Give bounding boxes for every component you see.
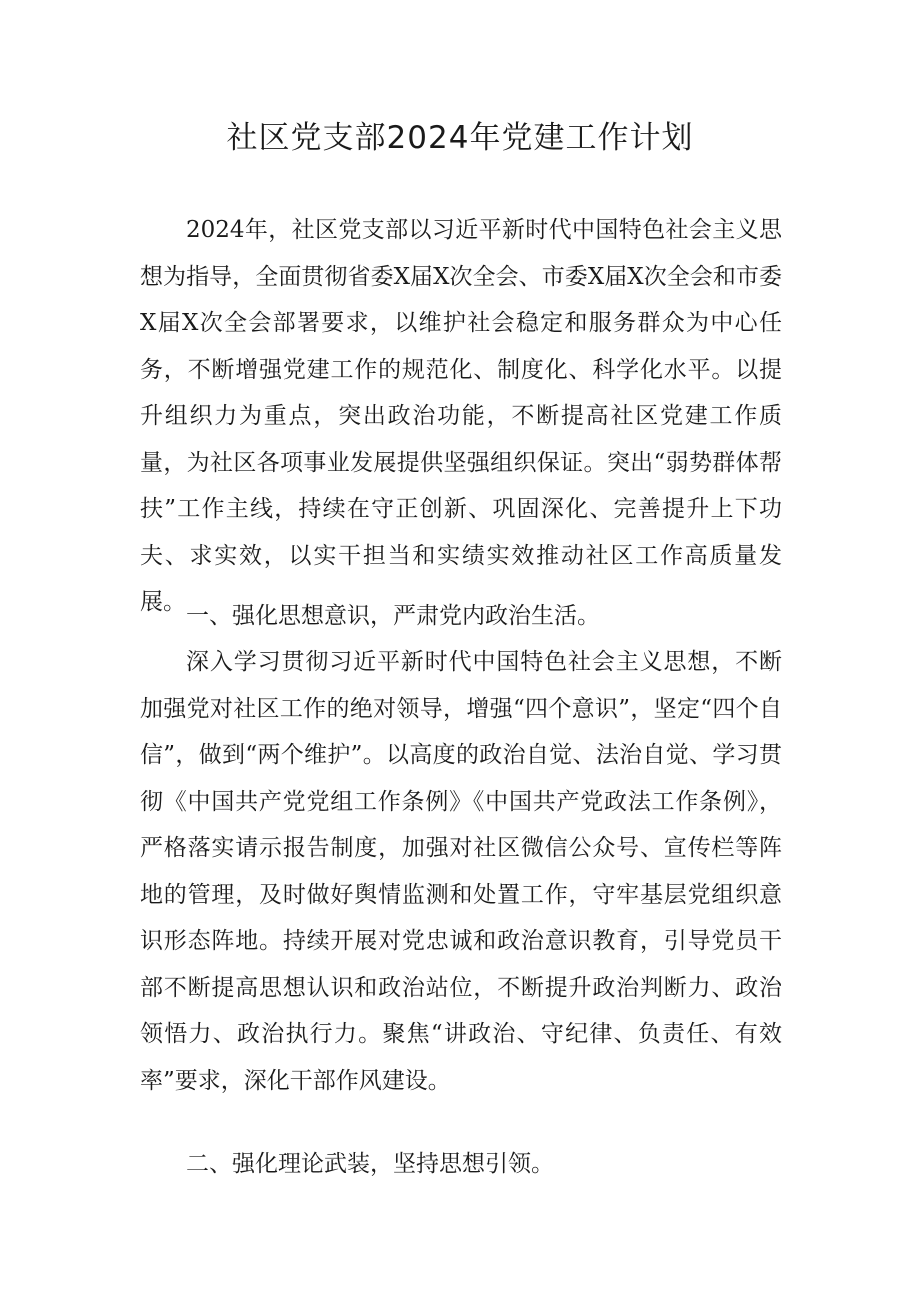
section-1-paragraph: 深入学习贯彻习近平新时代中国特色社会主义思想，不断加强党对社区工作的绝对领导，增强“四个意识”，坚定“四个自信”，做到“两个维护”。以高度的政治自觉、法治自觉、学习贯彻《中国共产党党组工作条例》《中国共产党政法工作条例》，严格落实请示报告制度，加强对社区微信公众号、宣传栏等阵地的管理，及时做好舆情监测和处置工作，守牢基层党组织意识形态阵地。持续开展对党忠诚和政治意识教育，引导党员干部不断提高思想认识和政治站位，不断提升政治判断力、政治领悟力、政治执行力。聚焦“讲政治、守纪律、负责任、有效率”要求，深化干部作风建设。	[140, 649, 782, 1094]
document-title: 社区党支部2024年党建工作计划	[226, 120, 694, 156]
section-heading-2: 二、强化理论武装，坚持思想引领。	[186, 1151, 554, 1177]
section-heading-1: 一、强化思想意识，严肃党内政治生活。	[186, 603, 600, 629]
intro-paragraph: 2024年，社区党支部以习近平新时代中国特色社会主义思想为指导，全面贯彻省委X届X次全会、市委X届X次全会和市委X届X次全会部署要求，以维护社会稳定和服务群众为中心任务，不断增强党建工作的规范化、制度化、科学化水平。以提升组织力为重点，突出政治功能，不断提高社区党建工作质量，为社区各项事业发展提供坚强组织保证。突出“弱势群体帮扶”工作主线，持续在守正创新、巩固深化、完善提升上下功夫、求实效，以实干担当和实绩实效推动社区工作高质量发展。	[140, 217, 782, 615]
